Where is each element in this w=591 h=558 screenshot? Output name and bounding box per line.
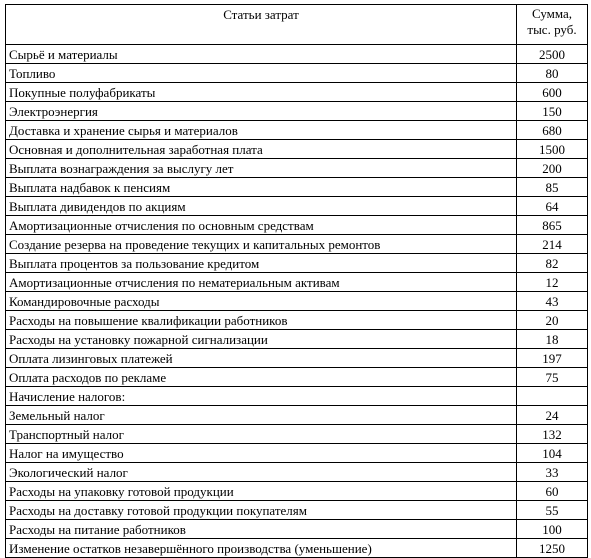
cost-item-amount	[517, 387, 588, 406]
table-row	[6, 216, 588, 235]
cost-item-name: Выплата вознаграждения за выслугу лет	[6, 159, 517, 178]
table-row	[6, 425, 588, 444]
table-row	[6, 121, 588, 140]
header-amount-line2: тыс. руб.	[527, 22, 577, 37]
cost-item-name: Командировочные расходы	[6, 292, 517, 311]
table-row	[6, 102, 588, 121]
cost-item-amount: 100	[517, 520, 588, 539]
cost-item-amount: 1250	[517, 539, 588, 558]
cost-items-table	[5, 4, 588, 558]
table-body	[6, 45, 588, 558]
header-amount-line1: Сумма,	[531, 6, 573, 21]
cost-item-amount: 1500	[517, 140, 588, 159]
cost-item-amount: 60	[517, 482, 588, 501]
cost-item-name: Электроэнергия	[6, 102, 517, 121]
cost-item-amount: 20	[517, 311, 588, 330]
cost-item-amount: 85	[517, 178, 588, 197]
table-row	[6, 311, 588, 330]
cost-item-amount: 55	[517, 501, 588, 520]
table-row	[6, 349, 588, 368]
cost-item-amount: 680	[517, 121, 588, 140]
cost-item-amount: 12	[517, 273, 588, 292]
cost-item-name: Изменение остатков незавершённого производства (уменьшение)	[6, 539, 517, 558]
cost-item-name: Начисление налогов:	[6, 387, 517, 406]
cost-item-name: Экологический налог	[6, 463, 517, 482]
cost-item-amount: 18	[517, 330, 588, 349]
cost-item-amount: 43	[517, 292, 588, 311]
table-row	[6, 292, 588, 311]
table-row	[6, 482, 588, 501]
cost-item-name: Земельный налог	[6, 406, 517, 425]
cost-item-name: Расходы на установку пожарной сигнализации	[6, 330, 517, 349]
cost-item-amount: 150	[517, 102, 588, 121]
cost-item-amount: 214	[517, 235, 588, 254]
cost-item-amount: 200	[517, 159, 588, 178]
cost-item-name: Расходы на доставку готовой продукции покупателям	[6, 501, 517, 520]
cost-item-name: Создание резерва на проведение текущих и капитальных ремонтов	[6, 235, 517, 254]
cost-item-amount: 197	[517, 349, 588, 368]
table-row	[6, 197, 588, 216]
table-row	[6, 330, 588, 349]
cost-item-name: Амортизационные отчисления по нематериальным активам	[6, 273, 517, 292]
table-row	[6, 539, 588, 558]
cost-item-name: Основная и дополнительная заработная плата	[6, 140, 517, 159]
table-row	[6, 159, 588, 178]
cost-item-amount: 82	[517, 254, 588, 273]
table-row	[6, 140, 588, 159]
cost-item-amount: 24	[517, 406, 588, 425]
cost-item-name: Расходы на повышение квалификации работников	[6, 311, 517, 330]
cost-item-name: Транспортный налог	[6, 425, 517, 444]
header-row	[6, 5, 588, 45]
cost-item-name: Расходы на упаковку готовой продукции	[6, 482, 517, 501]
cost-item-amount: 64	[517, 197, 588, 216]
cost-item-name: Расходы на питание работников	[6, 520, 517, 539]
table-row	[6, 178, 588, 197]
cost-item-name: Оплата лизинговых платежей	[6, 349, 517, 368]
table-row	[6, 83, 588, 102]
cost-item-amount: 2500	[517, 45, 588, 64]
cost-item-amount: 132	[517, 425, 588, 444]
table-row	[6, 45, 588, 64]
cost-item-name: Выплата дивидендов по акциям	[6, 197, 517, 216]
table-row	[6, 463, 588, 482]
cost-item-amount: 33	[517, 463, 588, 482]
cost-item-name: Покупные полуфабрикаты	[6, 83, 517, 102]
table-row	[6, 254, 588, 273]
table-row	[6, 501, 588, 520]
cost-item-amount: 865	[517, 216, 588, 235]
cost-item-amount: 75	[517, 368, 588, 387]
cost-item-name: Налог на имущество	[6, 444, 517, 463]
table-row	[6, 406, 588, 425]
table-row	[6, 368, 588, 387]
cost-item-name: Доставка и хранение сырья и материалов	[6, 121, 517, 140]
table-row	[6, 64, 588, 83]
cost-item-amount: 80	[517, 64, 588, 83]
cost-item-name: Топливо	[6, 64, 517, 83]
cost-item-name: Выплата надбавок к пенсиям	[6, 178, 517, 197]
cost-item-name: Амортизационные отчисления по основным средствам	[6, 216, 517, 235]
table-row	[6, 520, 588, 539]
table-row	[6, 273, 588, 292]
cost-item-name: Оплата расходов по рекламе	[6, 368, 517, 387]
header-amount	[517, 5, 588, 45]
table-row	[6, 387, 588, 406]
table-row	[6, 444, 588, 463]
cost-item-amount: 600	[517, 83, 588, 102]
header-cost-items: Статьи затрат	[6, 5, 517, 45]
cost-item-amount: 104	[517, 444, 588, 463]
cost-item-name: Сырьё и материалы	[6, 45, 517, 64]
table-row	[6, 235, 588, 254]
table-header	[6, 5, 588, 45]
cost-item-name: Выплата процентов за пользование кредитом	[6, 254, 517, 273]
